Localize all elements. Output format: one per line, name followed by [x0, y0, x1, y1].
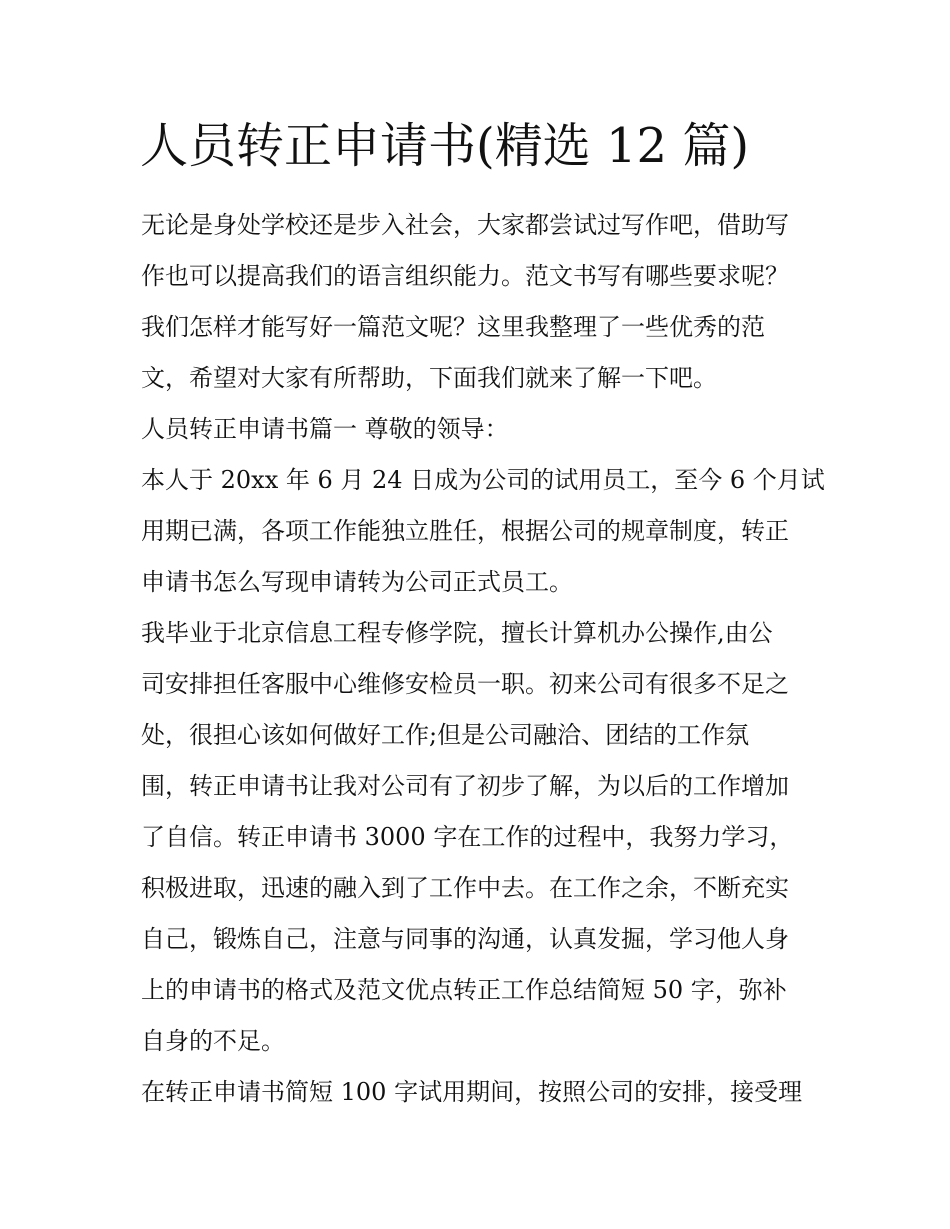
section-heading-line: 人员转正申请书篇一 尊敬的领导： [141, 415, 509, 443]
text-line: 文，希望对大家有所帮助，下面我们就来了解一下吧。 [141, 364, 717, 392]
text-line: 自身的不足。 [141, 1027, 285, 1055]
text-line: 自己，锻炼自己，注意与同事的沟通，认真发掘，学习他人身 [141, 925, 789, 953]
text-line: 无论是身处学校还是步入社会，大家都尝试过写作吧，借助写 [141, 211, 789, 239]
text-line: 本人于 20xx 年 6 月 24 日成为公司的试用员工，至今 6 个月试 [141, 466, 825, 494]
text-line: 我们怎样才能写好一篇范文呢？这里我整理了一些优秀的范 [141, 313, 765, 341]
text-line: 司安排担任客服中心维修安检员一职。初来公司有很多不足之 [141, 670, 789, 698]
text-line: 处，很担心该如何做好工作;但是公司融洽、团结的工作氛 [141, 721, 750, 749]
document-body [141, 200, 825, 1118]
text-line: 作也可以提高我们的语言组织能力。范文书写有哪些要求呢？ [141, 262, 789, 290]
text-line: 积极进取，迅速的融入到了工作中去。在工作之余，不断充实 [141, 874, 789, 902]
text-line: 了自信。转正申请书 3000 字在工作的过程中，我努力学习， [141, 823, 794, 851]
text-line: 围，转正申请书让我对公司有了初步了解，为以后的工作增加 [141, 772, 789, 800]
text-line: 上的申请书的格式及范文优点转正工作总结简短 50 字，弥补 [141, 976, 787, 1004]
text-line: 用期已满，各项工作能独立胜任，根据公司的规章制度，转正 [141, 517, 789, 545]
document-title: 人员转正申请书(精选 12 篇) [140, 118, 750, 174]
text-line: 在转正申请书简短 100 字试用期间，按照公司的安排，接受理 [141, 1078, 803, 1106]
text-line: 申请书怎么写现申请转为公司正式员工。 [141, 568, 573, 596]
text-line: 我毕业于北京信息工程专修学院，擅长计算机办公操作,由公 [141, 619, 773, 647]
